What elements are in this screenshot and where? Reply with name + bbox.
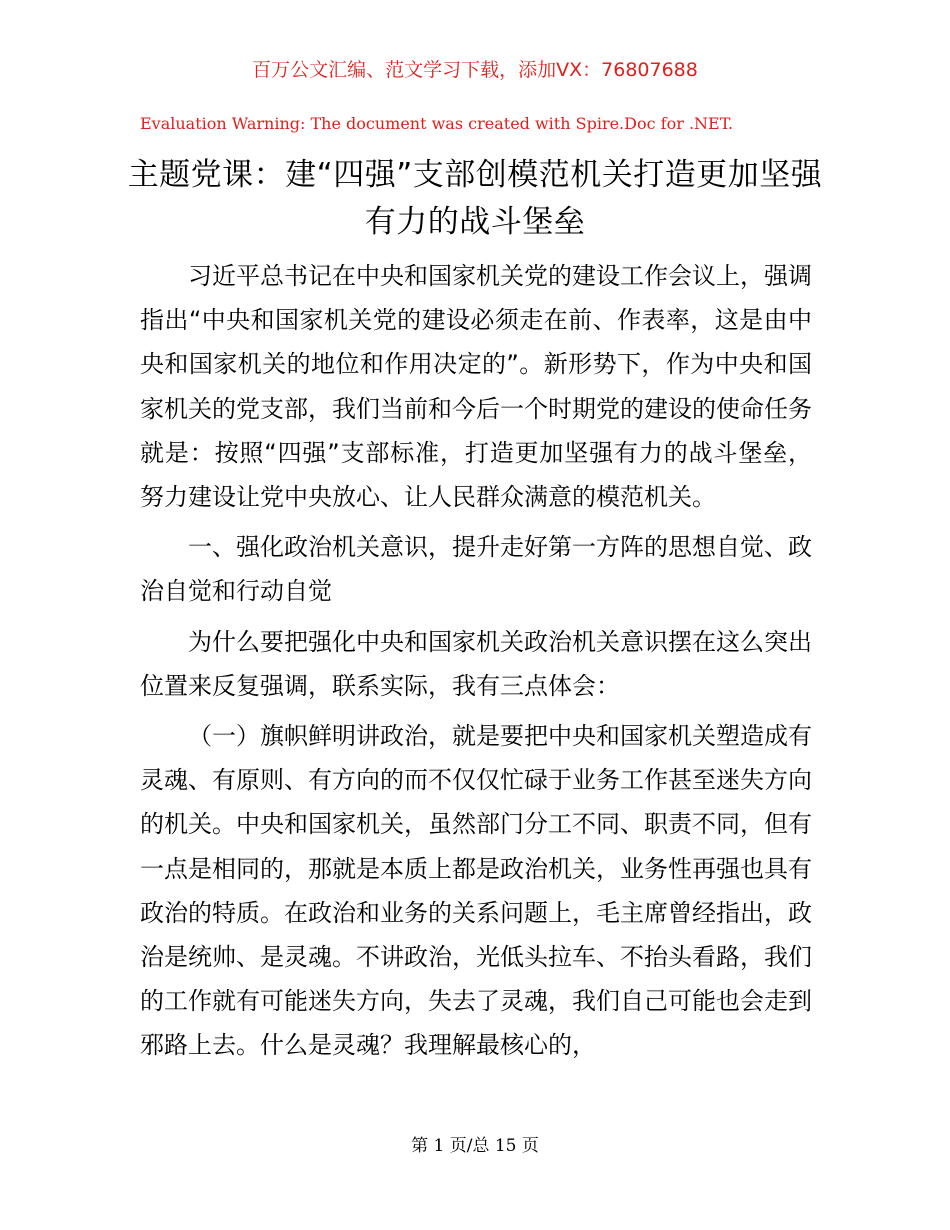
evaluation-warning: Evaluation Warning: The document was created with Spire.Doc for .NET. bbox=[140, 114, 734, 133]
paragraph-point-one: （一）旗帜鲜明讲政治，就是要把中央和国家机关塑造成有灵魂、有原则、有方向的而不仅仅忙碌于业务工作甚至迷失方向的机关。中央和国家机关，虽然部门分工不同、职责不同，但有一点是相同的，那就是本质上都是政治机关，业务性再强也具有政治的特质。在政治和业务的关系问题上，毛主席曾经指出，政治是统帅、是灵魂。不讲政治，光低头拉车、不抬头看路，我们的工作就有可能迷失方向，失去了灵魂，我们自己可能也会走到邪路上去。什么是灵魂？我理解最核心的， bbox=[140, 722, 812, 1060]
page-footer: 第 1 页/总 15 页 bbox=[411, 1136, 539, 1156]
document-title: 主题党课：建“四强”支部创模范机关打造更加坚强有力的战斗堡垒 bbox=[127, 157, 823, 240]
paragraph-heading-one: 一、强化政治机关意识，提升走好第一方阵的思想自觉、政治自觉和行动自觉 bbox=[140, 533, 812, 606]
document-body bbox=[140, 254, 812, 1074]
header-ad-banner: 百万公文汇编、范文学习下载，添加VX：76807688 bbox=[252, 59, 698, 81]
paragraph-intro: 习近平总书记在中央和国家机关党的建设工作会议上，强调指出“中央和国家机关党的建设必须走在前、作表率，这是由中央和国家机关的地位和作用决定的”。新形势下，作为中央和国家机关的党支部，我们当前和今后一个时期党的建设的使命任务就是：按照“四强”支部标准，打造更加坚强有力的战斗堡垒，努力建设让党中央放心、让人民群众满意的模范机关。 bbox=[140, 262, 812, 512]
paragraph-question: 为什么要把强化中央和国家机关政治机关意识摆在这么突出位置来反复强调，联系实际，我有三点体会： bbox=[140, 627, 812, 700]
